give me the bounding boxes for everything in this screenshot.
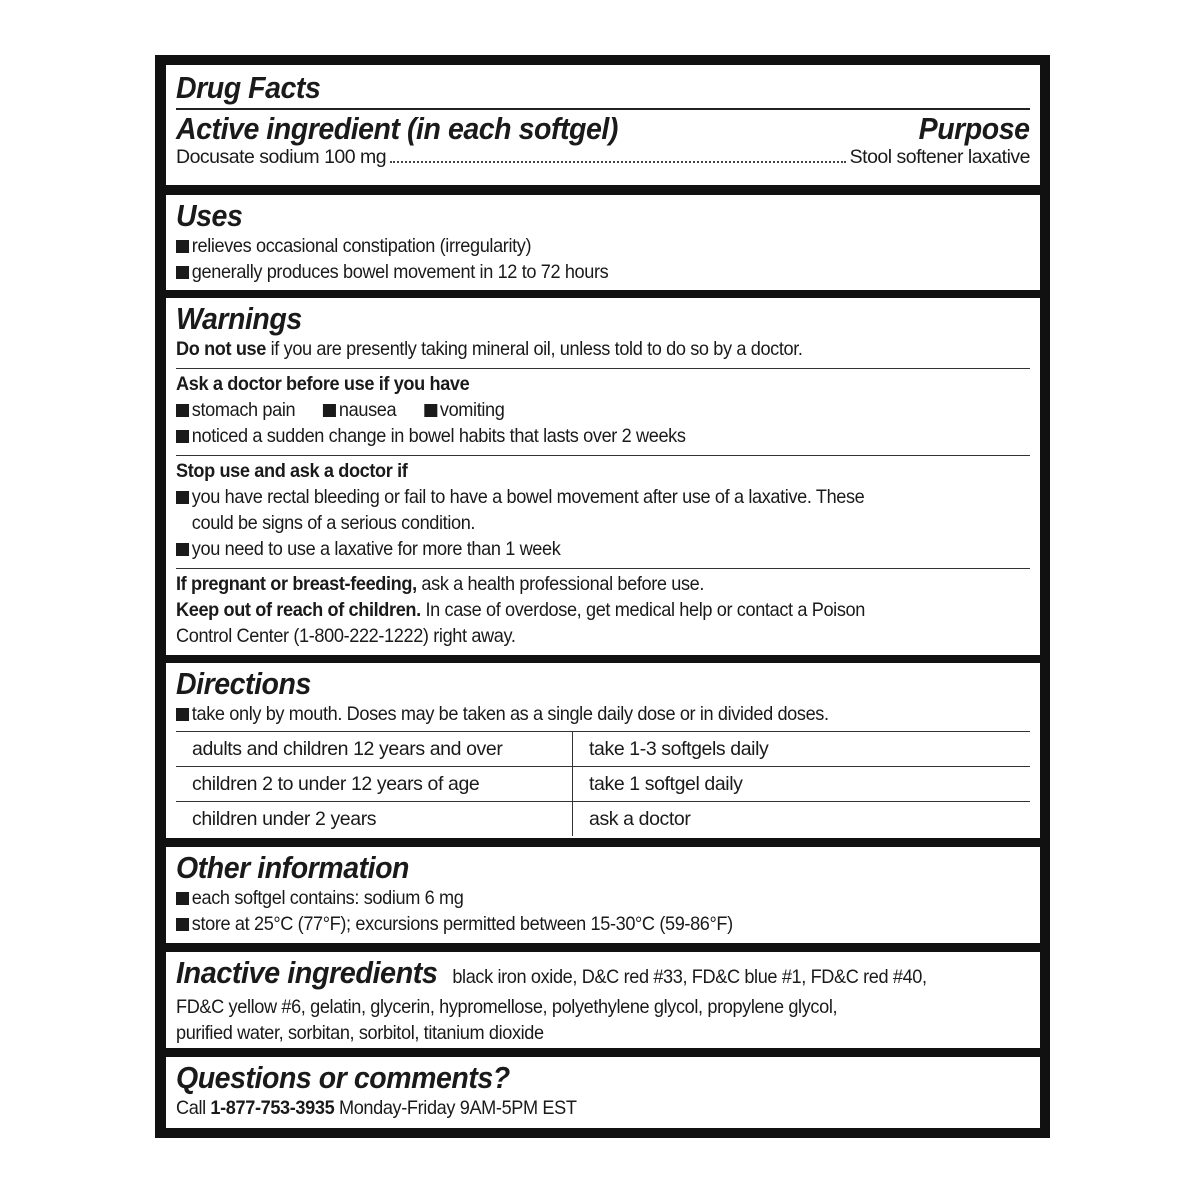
contact-line: Call 1-877-753-3935 Monday-Friday 9AM-5PM EST <box>176 1097 577 1119</box>
stop-use-heading: Stop use and ask a doctor if <box>176 460 408 482</box>
other-item: store at 25°C (77°F); excursions permitted between 15-30°C (59-86°F) <box>176 911 970 937</box>
directions-intro: take only by mouth. Doses may be taken as a single daily dose or in divided doses. <box>176 701 970 727</box>
uses-heading: Uses <box>176 198 243 233</box>
use-item: generally produces bowel movement in 12 to 72 hours <box>176 259 970 285</box>
section-uses <box>166 195 1040 290</box>
inactive-line: purified water, sorbitan, sorbitol, titanium dioxide <box>176 1022 544 1044</box>
stop-item: you need to use a laxative for more than 1 week <box>176 536 970 562</box>
table-row: children under 2 years ask a doctor <box>176 802 1030 837</box>
warnings-heading: Warnings <box>176 301 302 336</box>
table-row: adults and children 12 years and over take 1-3 softgels daily <box>176 732 1030 767</box>
inactive-line: Inactive ingredients black iron oxide, D&C red #33, FD&C blue #1, FD&C red #40, <box>176 955 927 990</box>
dosage-table <box>176 731 1030 836</box>
phone-number: 1-877-753-3935 <box>210 1097 335 1119</box>
stop-item: you have rectal bleeding or fail to have a bowel movement after use of a laxative. These <box>176 484 970 510</box>
purpose: Stool softener laxative <box>849 146 1030 168</box>
section-active-ingredient <box>166 65 1040 185</box>
ask-items: stomach pain nausea vomiting <box>176 397 970 423</box>
purpose-heading: Purpose <box>919 111 1030 146</box>
table-row: children 2 to under 12 years of age take 1 softgel daily <box>176 767 1030 802</box>
pregnant-warning: If pregnant or breast-feeding, ask a health professional before use. <box>176 573 705 595</box>
bullet-icon <box>176 240 189 253</box>
section-warnings <box>166 298 1040 655</box>
drug-facts-panel <box>155 55 1050 1138</box>
use-item: relieves occasional constipation (irregularity) <box>176 233 970 259</box>
section-inactive-ingredients <box>166 952 1040 1048</box>
ask-item: noticed a sudden change in bowel habits that lasts over 2 weeks <box>176 423 970 449</box>
directions-heading: Directions <box>176 666 311 701</box>
stop-item-cont: could be signs of a serious condition. <box>191 512 476 534</box>
questions-heading: Questions or comments? <box>176 1060 510 1095</box>
other-item: each softgel contains: sodium 6 mg <box>176 885 970 911</box>
inactive-line: FD&C yellow #6, gelatin, glycerin, hypromellose, polyethylene glycol, propylene glycol, <box>176 996 838 1018</box>
do-not-use: Do not use if you are presently taking mineral oil, unless told to do so by a doctor. <box>176 338 803 360</box>
section-other-information <box>166 847 1040 943</box>
other-info-heading: Other information <box>176 850 410 885</box>
inactive-heading: Inactive ingredients <box>176 955 438 990</box>
ask-doctor-heading: Ask a doctor before use if you have <box>176 373 470 395</box>
section-directions <box>166 663 1040 838</box>
active-ingredient-heading: Active ingredient (in each softgel) <box>176 111 618 146</box>
poison-control: Control Center (1-800-222-1222) right away. <box>176 625 516 647</box>
active-ingredient: Docusate sodium 100 mg <box>176 146 387 168</box>
bullet-icon <box>176 266 189 279</box>
divider <box>176 108 1030 110</box>
drug-facts-title: Drug Facts <box>176 70 321 105</box>
leader-dots <box>390 147 846 163</box>
keep-out-of-reach: Keep out of reach of children. In case of overdose, get medical help or contact a Poison <box>176 599 865 621</box>
section-questions <box>166 1057 1040 1128</box>
